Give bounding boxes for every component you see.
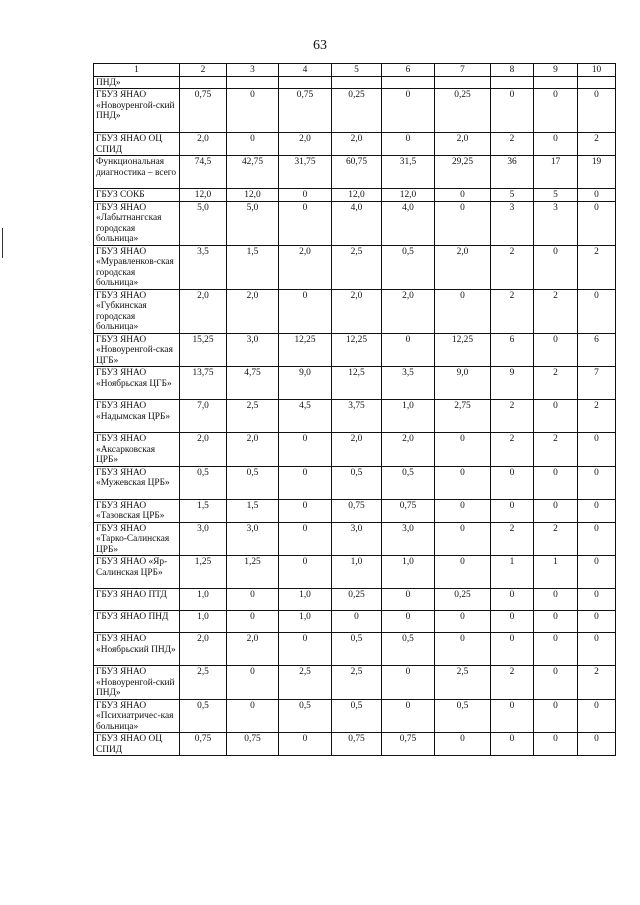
table-row: [94, 76, 616, 89]
cell-col-9: 2: [534, 289, 578, 333]
cell-col-5: 2,5: [332, 245, 382, 289]
cell-col-5: 0,75: [332, 499, 382, 522]
cell-col-5: 0,75: [332, 733, 382, 756]
table-row: [94, 367, 616, 400]
table-row: [94, 699, 616, 733]
cell-col-6: 0,5: [382, 633, 435, 666]
cell-col-5: 60,75: [332, 156, 382, 189]
cell-col-4: 1,0: [279, 589, 332, 611]
cell-col-4: 0,75: [279, 89, 332, 133]
row-name: ГБУЗ ЯНАО «Ноябрьская ЦГБ»: [94, 367, 180, 400]
cell-col-2: 1,25: [180, 556, 227, 589]
cell-col-10: 2: [578, 400, 616, 433]
column-header-5: 5: [332, 64, 382, 77]
cell-col-5: 12,0: [332, 189, 382, 202]
column-header-4: 4: [279, 64, 332, 77]
cell-col-6: 2,0: [382, 289, 435, 333]
cell-col-7: [435, 76, 491, 89]
table-row: [94, 466, 616, 499]
table-row: [94, 189, 616, 202]
cell-col-2: 12,0: [180, 189, 227, 202]
cell-col-5: 0,5: [332, 466, 382, 499]
cell-col-10: 0: [578, 556, 616, 589]
row-name: ПНД»: [94, 76, 180, 89]
row-name: ГБУЗ ЯНАО «Яр-Салинская ЦРБ»: [94, 556, 180, 589]
column-header-8: 8: [491, 64, 534, 77]
table-row: [94, 289, 616, 333]
cell-col-6: 4,0: [382, 201, 435, 245]
cell-col-3: 0: [227, 89, 279, 133]
cell-col-9: 1: [534, 556, 578, 589]
row-name: ГБУЗ ЯНАО «Муравленков-ская городская больница»: [94, 245, 180, 289]
cell-col-8: 0: [491, 466, 534, 499]
cell-col-4: 31,75: [279, 156, 332, 189]
cell-col-4: 0: [279, 733, 332, 756]
cell-col-5: 4,0: [332, 201, 382, 245]
cell-col-4: 0: [279, 289, 332, 333]
row-name: ГБУЗ ЯНАО «Новоуренгой-ская ЦГБ»: [94, 333, 180, 367]
cell-col-9: 0: [534, 400, 578, 433]
table-row: [94, 156, 616, 189]
cell-col-4: 2,5: [279, 666, 332, 700]
cell-col-5: [332, 76, 382, 89]
cell-col-3: [227, 76, 279, 89]
cell-col-2: 3,5: [180, 245, 227, 289]
column-header-10: 10: [578, 64, 616, 77]
cell-col-5: 12,5: [332, 367, 382, 400]
cell-col-5: 0,5: [332, 699, 382, 733]
cell-col-3: 3,0: [227, 333, 279, 367]
cell-col-7: 2,5: [435, 666, 491, 700]
cell-col-7: 0: [435, 289, 491, 333]
table-row: [94, 589, 616, 611]
cell-col-7: 12,25: [435, 333, 491, 367]
column-header-1: 1: [94, 64, 180, 77]
cell-col-10: 0: [578, 611, 616, 633]
cell-col-7: 0,5: [435, 699, 491, 733]
cell-col-4: 0: [279, 433, 332, 467]
cell-col-3: 0: [227, 611, 279, 633]
cell-col-9: 2: [534, 522, 578, 556]
row-name: ГБУЗ ЯНАО «Губкинская городская больница»: [94, 289, 180, 333]
cell-col-10: 7: [578, 367, 616, 400]
cell-col-6: [382, 76, 435, 89]
cell-col-4: 9,0: [279, 367, 332, 400]
cell-col-2: 2,0: [180, 433, 227, 467]
cell-col-6: 3,0: [382, 522, 435, 556]
cell-col-9: 0: [534, 699, 578, 733]
table-row: [94, 556, 616, 589]
row-name: Функциональная диагностика – всего: [94, 156, 180, 189]
cell-col-8: 1: [491, 556, 534, 589]
cell-col-10: 0: [578, 89, 616, 133]
cell-col-6: 0: [382, 89, 435, 133]
cell-col-6: 1,0: [382, 556, 435, 589]
cell-col-10: 0: [578, 522, 616, 556]
cell-col-6: 3,5: [382, 367, 435, 400]
cell-col-8: 2: [491, 133, 534, 156]
cell-col-5: 3,75: [332, 400, 382, 433]
cell-col-8: 5: [491, 189, 534, 202]
cell-col-9: [534, 76, 578, 89]
cell-col-7: 0: [435, 499, 491, 522]
cell-col-7: 0: [435, 522, 491, 556]
row-name: ГБУЗ ЯНАО «Аксарковская ЦРБ»: [94, 433, 180, 467]
cell-col-2: 1,0: [180, 589, 227, 611]
cell-col-10: 19: [578, 156, 616, 189]
cell-col-8: 0: [491, 633, 534, 666]
cell-col-6: 2,0: [382, 433, 435, 467]
cell-col-8: 0: [491, 589, 534, 611]
cell-col-3: 0: [227, 589, 279, 611]
table-row: [94, 133, 616, 156]
cell-col-6: 0,75: [382, 499, 435, 522]
row-name: ГБУЗ ЯНАО «Мужевская ЦРБ»: [94, 466, 180, 499]
cell-col-10: 0: [578, 289, 616, 333]
row-name: ГБУЗ ЯНАО «Ноябрьский ПНД»: [94, 633, 180, 666]
cell-col-9: 5: [534, 189, 578, 202]
table-row: [94, 333, 616, 367]
row-name: ГБУЗ ЯНАО «Психиатричес-кая больница»: [94, 699, 180, 733]
page-number: 63: [313, 38, 327, 53]
cell-col-4: 0: [279, 189, 332, 202]
cell-col-3: 4,75: [227, 367, 279, 400]
cell-col-6: 0: [382, 333, 435, 367]
cell-col-4: 0: [279, 499, 332, 522]
row-name: ГБУЗ ЯНАО ПНД: [94, 611, 180, 633]
column-header-9: 9: [534, 64, 578, 77]
cell-col-8: 36: [491, 156, 534, 189]
cell-col-10: 0: [578, 189, 616, 202]
row-name: ГБУЗ ЯНАО «Тазовская ЦРБ»: [94, 499, 180, 522]
cell-col-2: 15,25: [180, 333, 227, 367]
table-row: [94, 666, 616, 700]
cell-col-3: 0: [227, 699, 279, 733]
cell-col-8: 2: [491, 400, 534, 433]
cell-col-4: 1,0: [279, 611, 332, 633]
cell-col-7: 0: [435, 466, 491, 499]
cell-col-10: 2: [578, 245, 616, 289]
cell-col-2: 0,5: [180, 466, 227, 499]
cell-col-9: 0: [534, 133, 578, 156]
cell-col-5: 1,0: [332, 556, 382, 589]
cell-col-3: 2,5: [227, 400, 279, 433]
table-row: [94, 733, 616, 756]
cell-col-2: 2,0: [180, 289, 227, 333]
table-row: [94, 522, 616, 556]
table-row: [94, 499, 616, 522]
cell-col-5: 2,5: [332, 666, 382, 700]
cell-col-7: 0: [435, 556, 491, 589]
cell-col-10: 2: [578, 666, 616, 700]
cell-col-2: [180, 76, 227, 89]
cell-col-5: 0: [332, 611, 382, 633]
cell-col-9: 0: [534, 466, 578, 499]
row-name: ГБУЗ ЯНАО «Тарко-Салинская ЦРБ»: [94, 522, 180, 556]
cell-col-3: 0: [227, 133, 279, 156]
cell-col-2: 0,75: [180, 89, 227, 133]
cell-col-5: 0,5: [332, 633, 382, 666]
cell-col-7: 2,0: [435, 133, 491, 156]
cell-col-3: 12,0: [227, 189, 279, 202]
cell-col-4: 2,0: [279, 133, 332, 156]
cell-col-2: 0,5: [180, 699, 227, 733]
cell-col-9: 0: [534, 733, 578, 756]
cell-col-5: 2,0: [332, 133, 382, 156]
cell-col-9: 0: [534, 611, 578, 633]
cell-col-6: 0,75: [382, 733, 435, 756]
cell-col-6: 0: [382, 133, 435, 156]
cell-col-3: 2,0: [227, 433, 279, 467]
cell-col-7: 0: [435, 189, 491, 202]
cell-col-8: 0: [491, 89, 534, 133]
cell-col-10: 6: [578, 333, 616, 367]
cell-col-3: 3,0: [227, 522, 279, 556]
cell-col-10: 0: [578, 433, 616, 467]
cell-col-7: 0: [435, 433, 491, 467]
cell-col-8: 2: [491, 245, 534, 289]
cell-col-4: 0: [279, 633, 332, 666]
cell-col-5: 12,25: [332, 333, 382, 367]
cell-col-9: 17: [534, 156, 578, 189]
cell-col-2: 2,0: [180, 133, 227, 156]
column-header-3: 3: [227, 64, 279, 77]
cell-col-6: 0: [382, 589, 435, 611]
cell-col-10: [578, 76, 616, 89]
cell-col-2: 5,0: [180, 201, 227, 245]
cell-col-5: 0,25: [332, 589, 382, 611]
cell-col-9: 3: [534, 201, 578, 245]
cell-col-7: 2,75: [435, 400, 491, 433]
cell-col-5: 2,0: [332, 289, 382, 333]
cell-col-8: 2: [491, 666, 534, 700]
cell-col-8: 6: [491, 333, 534, 367]
row-name: ГБУЗ ЯНАО «Лабытнангская городская больница»: [94, 201, 180, 245]
cell-col-9: 0: [534, 89, 578, 133]
cell-col-3: 0,5: [227, 466, 279, 499]
cell-col-10: 0: [578, 733, 616, 756]
cell-col-8: [491, 76, 534, 89]
cell-col-9: 0: [534, 245, 578, 289]
cell-col-8: 2: [491, 289, 534, 333]
cell-col-8: 2: [491, 433, 534, 467]
cell-col-5: 3,0: [332, 522, 382, 556]
cell-col-7: 0: [435, 611, 491, 633]
cell-col-6: 1,0: [382, 400, 435, 433]
cell-col-3: 1,5: [227, 245, 279, 289]
cell-col-7: 0,25: [435, 89, 491, 133]
cell-col-7: 0: [435, 633, 491, 666]
table-row: [94, 201, 616, 245]
column-header-2: 2: [180, 64, 227, 77]
cell-col-4: [279, 76, 332, 89]
cell-col-4: 0: [279, 201, 332, 245]
column-header-7: 7: [435, 64, 491, 77]
table-row: [94, 89, 616, 133]
cell-col-2: 74,5: [180, 156, 227, 189]
cell-col-2: 7,0: [180, 400, 227, 433]
cell-col-2: 2,0: [180, 633, 227, 666]
cell-col-10: 0: [578, 466, 616, 499]
cell-col-9: 0: [534, 633, 578, 666]
row-name: ГБУЗ ЯНАО «Новоуренгой-ский ПНД»: [94, 666, 180, 700]
row-name: ГБУЗ ЯНАО ПТД: [94, 589, 180, 611]
cell-col-2: 1,0: [180, 611, 227, 633]
cell-col-10: 0: [578, 201, 616, 245]
cell-col-4: 4,5: [279, 400, 332, 433]
cell-col-8: 0: [491, 699, 534, 733]
header-row: [94, 64, 616, 77]
cell-col-3: 1,5: [227, 499, 279, 522]
table-row: [94, 633, 616, 666]
cell-col-5: 2,0: [332, 433, 382, 467]
cell-col-8: 0: [491, 611, 534, 633]
cell-col-4: 12,25: [279, 333, 332, 367]
cell-col-3: 0: [227, 666, 279, 700]
cell-col-4: 0: [279, 466, 332, 499]
column-header-6: 6: [382, 64, 435, 77]
row-name: ГБУЗ ЯНАО ОЦ СПИД: [94, 133, 180, 156]
data-table: [93, 63, 616, 756]
table-row: [94, 611, 616, 633]
cell-col-2: 13,75: [180, 367, 227, 400]
row-name: ГБУЗ СОКБ: [94, 189, 180, 202]
row-name: ГБУЗ ЯНАО «Новоуренгой-ский ПНД»: [94, 89, 180, 133]
cell-col-6: 0: [382, 699, 435, 733]
cell-col-8: 3: [491, 201, 534, 245]
cell-col-6: 0,5: [382, 466, 435, 499]
cell-col-3: 2,0: [227, 289, 279, 333]
cell-col-8: 0: [491, 733, 534, 756]
cell-col-10: 0: [578, 633, 616, 666]
cell-col-7: 9,0: [435, 367, 491, 400]
cell-col-4: 0: [279, 522, 332, 556]
cell-col-9: 2: [534, 367, 578, 400]
cell-col-8: 0: [491, 499, 534, 522]
cell-col-6: 31,5: [382, 156, 435, 189]
cell-col-7: 0,25: [435, 589, 491, 611]
cell-col-6: 0: [382, 611, 435, 633]
cell-col-2: 2,5: [180, 666, 227, 700]
cell-col-9: 0: [534, 499, 578, 522]
cell-col-5: 0,25: [332, 89, 382, 133]
cell-col-8: 2: [491, 522, 534, 556]
cell-col-10: 0: [578, 499, 616, 522]
cell-col-4: 2,0: [279, 245, 332, 289]
cell-col-9: 0: [534, 589, 578, 611]
cell-col-7: 0: [435, 201, 491, 245]
cell-col-9: 2: [534, 433, 578, 467]
scan-edge-mark: [2, 228, 3, 258]
cell-col-7: 29,25: [435, 156, 491, 189]
table-row: [94, 400, 616, 433]
cell-col-3: 2,0: [227, 633, 279, 666]
cell-col-7: 0: [435, 733, 491, 756]
cell-col-3: 5,0: [227, 201, 279, 245]
cell-col-9: 0: [534, 333, 578, 367]
cell-col-2: 3,0: [180, 522, 227, 556]
cell-col-3: 0,75: [227, 733, 279, 756]
table-row: [94, 433, 616, 467]
cell-col-9: 0: [534, 666, 578, 700]
cell-col-4: 0: [279, 556, 332, 589]
cell-col-2: 1,5: [180, 499, 227, 522]
cell-col-10: 0: [578, 699, 616, 733]
cell-col-10: 0: [578, 589, 616, 611]
cell-col-3: 1,25: [227, 556, 279, 589]
row-name: ГБУЗ ЯНАО ОЦ СПИД: [94, 733, 180, 756]
cell-col-10: 2: [578, 133, 616, 156]
row-name: ГБУЗ ЯНАО «Надымская ЦРБ»: [94, 400, 180, 433]
cell-col-6: 0: [382, 666, 435, 700]
cell-col-7: 2,0: [435, 245, 491, 289]
table-row: [94, 245, 616, 289]
cell-col-4: 0,5: [279, 699, 332, 733]
cell-col-6: 12,0: [382, 189, 435, 202]
cell-col-3: 42,75: [227, 156, 279, 189]
cell-col-6: 0,5: [382, 245, 435, 289]
cell-col-2: 0,75: [180, 733, 227, 756]
cell-col-8: 9: [491, 367, 534, 400]
